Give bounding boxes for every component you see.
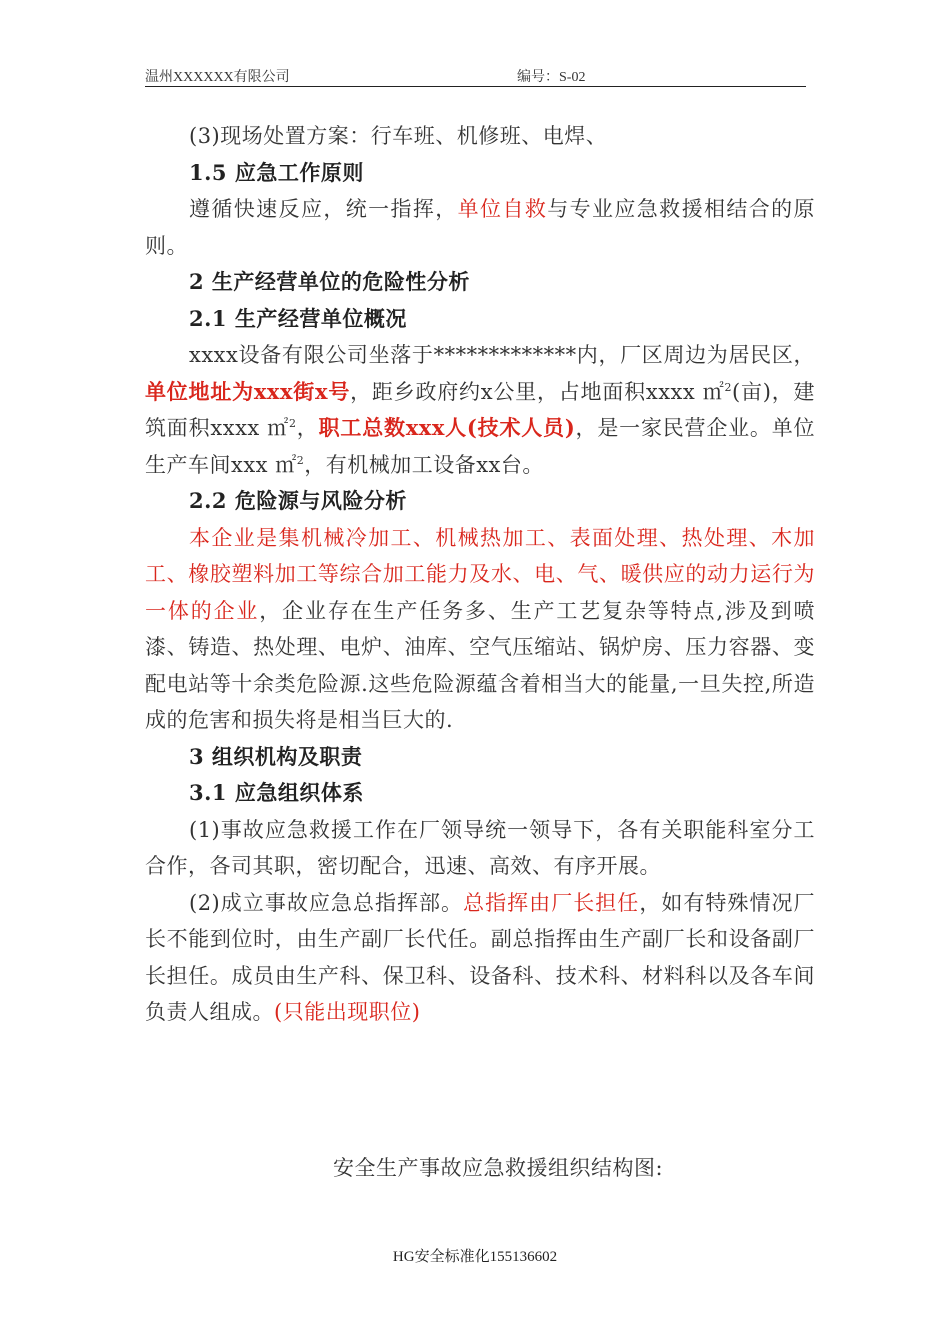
- paragraph-organization-1: (1)事故应急救援工作在厂领导统一领导下，各有关职能科室分工合作，各司其职，密切配合，迅速、高效、有序开展。: [145, 817, 815, 878]
- document-code: 编号：S-02: [517, 70, 586, 85]
- highlight-text: 单位地址为xxx街x号: [145, 378, 351, 404]
- text: ，如有特殊情况厂长不能到位时，由生产副厂长代任。副总指挥由生产副厂长和设备副厂长担任。成员由生产科、保卫科、设备科、技术科、材料科以及各车间负责人组成。: [145, 890, 816, 1024]
- highlight-text: 总指挥由厂长担任: [463, 890, 640, 915]
- heading-3: 3 组织机构及职责: [189, 743, 363, 769]
- heading-2: 2 生产经营单位的危险性分析: [189, 269, 470, 294]
- text: 与专业应急救援相结合的原则。: [145, 197, 816, 258]
- paragraph-hazard: [145, 520, 815, 739]
- paragraph-organization-2: [145, 885, 815, 1031]
- highlight-text: (只能出现职位): [274, 1000, 421, 1024]
- heading-3-1: 3.1 应急组织体系: [189, 780, 364, 805]
- text: (3)现场处置方案：行车班、机修班、电焊、: [189, 124, 608, 148]
- paragraph-overview: [145, 337, 815, 483]
- company-name: 温州XXXXXX有限公司: [145, 70, 290, 85]
- highlight-text: 职工总数xxx人(技术人员): [318, 415, 576, 440]
- heading-2-2: 2.2 危险源与风险分析: [189, 488, 407, 513]
- page-footer: HG安全标准化155136602: [392, 1249, 558, 1265]
- text: 遵循快速反应，统一指挥，: [189, 197, 458, 221]
- chart-title: 安全生产事故应急救援组织结构图:: [333, 1156, 664, 1180]
- superscript: 2: [289, 417, 297, 430]
- text: xxxx设备有限公司坐落于*************内，厂区周边为居民区，: [189, 343, 815, 367]
- text: ，: [296, 416, 319, 440]
- paragraph-onsite-plan: [145, 118, 815, 155]
- text: ，距乡政府约x公里，占地面积xxxx ㎡: [350, 379, 725, 404]
- highlight-text: 单位自救: [457, 197, 548, 221]
- heading-1-5: 1.5 应急工作原则: [189, 159, 364, 185]
- text: (2)成立事故应急总指挥部。: [189, 890, 464, 915]
- paragraph-principle: [145, 191, 815, 264]
- superscript: 2: [724, 380, 732, 394]
- document-body: [145, 118, 815, 1031]
- highlight-text: 本企业是集机械冷加工、机械热加工、表面处理、热处理、木加工、橡胶塑料加工等综合加工能力及水、电、气、暖供应的动力运行为一体的企业: [145, 525, 815, 623]
- text: ，有机械加工设备xx台。: [304, 452, 544, 477]
- superscript: 2: [296, 453, 305, 467]
- text: ，企业存在生产任务多、生产工艺复杂等特点,涉及到喷漆、铸造、热处理、电炉、油库、空气压缩站、锅炉房、压力容器、变配电站等十余类危险源.这些危险源蕴含着相当大的能量,一旦失控,所造成的危害和损失将是相当巨大的.: [145, 598, 815, 732]
- text: ，是一家民营企业。单位生产车间xxx ㎡: [145, 416, 815, 477]
- heading-2-1: 2.1 生产经营单位概况: [189, 305, 407, 331]
- text: (亩)，建筑面积xxxx ㎡: [145, 379, 815, 440]
- page-header: [145, 64, 806, 87]
